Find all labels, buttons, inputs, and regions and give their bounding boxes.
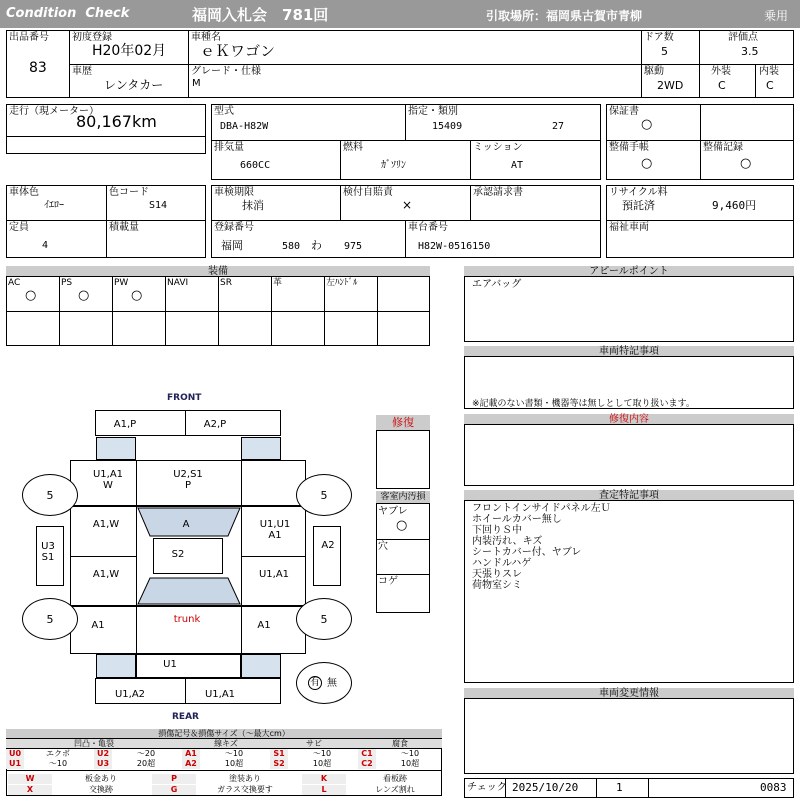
legend-group-header: 腐食: [358, 739, 442, 749]
history-label: 車歴: [72, 66, 92, 77]
ext-label: 外装: [711, 66, 731, 77]
color-code-label: 色コード: [109, 187, 149, 198]
damage-rl-door: A1,W: [92, 569, 120, 580]
cabin-item-burn: コゲ: [378, 576, 398, 587]
sheet-title: Condition Check: [6, 6, 130, 21]
legend-desc: ～10: [400, 749, 420, 758]
capacity-label: 定員: [9, 222, 29, 233]
equipment-pw-mark: ○: [131, 288, 143, 303]
inspect-line: ハンドルハゲ: [472, 558, 532, 569]
ext: C: [718, 79, 726, 92]
int: C: [766, 79, 774, 92]
color: ｲｴﾛｰ: [44, 200, 64, 211]
damage-right-side: A2: [321, 540, 335, 551]
front-label: FRONT: [167, 393, 202, 403]
car-name: ｅＫワゴン: [200, 42, 276, 60]
inspect-header: 査定特記事項: [464, 490, 794, 501]
check-count: 1: [616, 781, 623, 794]
legend-group-header: 凹凸・亀裂: [6, 739, 182, 749]
first-reg-label: 初度登録: [72, 32, 112, 43]
equipment-ps-label: PS: [61, 278, 73, 288]
doors-label: ドア数: [644, 32, 674, 43]
legend-code: C1: [358, 749, 376, 759]
cabin-item-tear: ヤブレ: [378, 506, 408, 517]
damage-left-side: U3 S1: [41, 541, 55, 563]
legend-mark-desc: 板金あり: [85, 774, 117, 783]
legend-desc: ～10: [48, 759, 68, 768]
legend-desc: エクボ: [46, 749, 70, 758]
inspection: 抹消: [242, 199, 264, 212]
color-code: S14: [149, 200, 168, 211]
lot-no-label: 出品番号: [9, 32, 49, 43]
history: レンタカー: [104, 78, 164, 92]
auction-name: 福岡入札会 781回: [192, 6, 329, 24]
load-label: 積載量: [109, 222, 139, 233]
damage-front-right: A2,P: [203, 419, 227, 430]
recycle-amount: 9,460円: [712, 199, 757, 212]
rear-center-panel[interactable]: [136, 654, 241, 678]
reg-class: 580: [282, 241, 301, 252]
inspect-line: ホイールカバー無し: [472, 514, 562, 525]
displacement: 660CC: [240, 160, 271, 171]
damage-front-left: A1,P: [113, 419, 137, 430]
reg-num: 975: [344, 241, 363, 252]
maintenance-record: ○: [740, 156, 752, 171]
damage-roof: A: [182, 519, 190, 530]
mileage-label: 走行（現メーター）: [9, 106, 99, 117]
warranty-label: 保証書: [609, 106, 639, 117]
grade: M: [192, 78, 201, 89]
maintenance-book-label: 整備手帳: [609, 142, 649, 153]
recycle-label: リサイクル料: [609, 187, 668, 198]
tire-rear-left[interactable]: 5: [22, 598, 78, 640]
mission-label: ミッション: [473, 142, 523, 153]
equipment-ps-mark: ○: [78, 288, 90, 303]
equipment-革-label: 革: [273, 278, 283, 288]
legend-desc: 10超: [400, 759, 420, 768]
reg-no-label: 登録番号: [214, 222, 254, 233]
category: 乗用: [764, 9, 789, 23]
legend-code: U0: [6, 749, 24, 759]
inspect-line: 荷物室シミ: [472, 580, 522, 591]
damage-fl-door: A1,W: [92, 519, 120, 530]
damage-rear-left: A1: [91, 620, 105, 631]
designation-label: 指定・類別: [408, 106, 458, 117]
capacity: 4: [42, 240, 49, 251]
int-label: 内装: [759, 66, 779, 77]
claim-label: 承認請求書: [473, 187, 523, 198]
maintenance-record-label: 整備記録: [703, 142, 743, 153]
legend-desc: 10超: [224, 759, 244, 768]
tire-rear-right[interactable]: 5: [296, 598, 352, 640]
legend-mark-desc: 交換跡: [89, 785, 113, 794]
spare-tire-absent: 無: [327, 678, 337, 689]
cabin-header: 客室内汚損: [376, 491, 430, 504]
legend-code: C2: [358, 759, 376, 769]
equipment-pw-label: PW: [114, 278, 129, 288]
repair-header: 修復内容: [464, 414, 794, 425]
appeal-header: アピールポイント: [464, 266, 794, 277]
cabin-item-tear-mark: ○: [396, 518, 408, 533]
registration-grid: [211, 185, 601, 258]
drive-label: 駆動: [644, 66, 664, 77]
legend-group-header: 線キズ: [182, 739, 270, 749]
legend-desc: ～20: [136, 749, 156, 758]
equipment-左ﾊﾝﾄﾞﾙ-label: 左ﾊﾝﾄﾞﾙ: [326, 278, 358, 288]
damage-rear-center: U1: [163, 659, 177, 670]
rear-label: REAR: [172, 712, 199, 722]
legend-mark-code: K: [302, 774, 346, 784]
change-box: [464, 688, 794, 774]
displacement-label: 排気量: [214, 142, 244, 153]
right-side-panel[interactable]: [313, 526, 341, 586]
legend-code: U3: [94, 759, 112, 769]
inspect-line: 下回りＳ中: [472, 525, 522, 536]
legend-mark-desc: 看板跡: [383, 774, 407, 783]
trunk-label: trunk: [173, 614, 201, 625]
pickup-location: 引取場所：福岡県古賀市青柳: [486, 9, 643, 23]
legend-mark-code: L: [302, 785, 346, 795]
legend-mark-desc: ガラス交換要す: [217, 785, 273, 794]
legend-desc: ～10: [224, 749, 244, 758]
change-header: 車両変更情報: [464, 688, 794, 699]
insurance: ×: [402, 198, 413, 212]
legend-desc: 10超: [312, 759, 332, 768]
legend-group-header: サビ: [270, 739, 358, 749]
designation: 15409: [432, 121, 463, 132]
damage-rear-right: A1: [257, 620, 271, 631]
legend-mark-code: W: [8, 774, 52, 784]
fuel-label: 燃料: [343, 142, 363, 153]
maintenance-book: ○: [641, 156, 653, 171]
damage-hood-left: U1,A1 W: [92, 469, 124, 491]
recycle-status: 預託済: [622, 199, 655, 212]
insurance-label: 検付自賠責: [343, 187, 393, 198]
cabin-item-hole: 穴: [378, 541, 388, 552]
score-label: 評価点: [728, 32, 758, 43]
chassis-no: H82W-0516150: [418, 241, 491, 252]
model-label: 型式: [214, 106, 234, 117]
chassis-no-label: 車台番号: [408, 222, 448, 233]
legend-mark-desc: レンズ割れ: [375, 785, 415, 794]
mileage: 80,167km: [76, 112, 157, 131]
doors: 5: [661, 45, 668, 58]
inspect-line: シートカバー付、ヤブレ: [472, 547, 582, 558]
legend-code: S1: [270, 749, 288, 759]
car-name-label: 車種名: [191, 32, 221, 43]
legend-mark-desc: 塗装あり: [229, 774, 261, 783]
special-note: ※記載のない書類・機器等は無しとして取り扱います。: [472, 399, 695, 409]
inspect-lines: [472, 503, 611, 591]
special-header: 車両特記事項: [464, 346, 794, 357]
equipment-ac-label: AC: [8, 278, 21, 288]
drive: 2WD: [657, 79, 684, 92]
reg-kana: わ: [311, 239, 322, 252]
inspect-line: 天張りスレ: [472, 569, 522, 580]
color-label: 車体色: [9, 187, 39, 198]
equipment-sr-label: SR: [220, 278, 232, 288]
appeal-box: [464, 266, 794, 342]
reg-area: 福岡: [221, 239, 243, 252]
header-bar: [0, 0, 800, 28]
legend-code: U1: [6, 759, 24, 769]
inspect-line: 内装汚れ、キズ: [472, 536, 543, 547]
damage-bumper-right: U1,A1: [204, 689, 236, 700]
equipment-ac-mark: ○: [25, 288, 37, 303]
legend-code: U2: [94, 749, 112, 759]
spare-tire-present: 有: [310, 677, 320, 688]
lot-no: 83: [29, 60, 47, 76]
mission: AT: [511, 160, 524, 171]
welfare-label: 福祉車両: [609, 222, 649, 233]
check-number: 0083: [760, 781, 787, 794]
fuel: ｶﾞｿﾘﾝ: [381, 160, 406, 171]
legend-title: 損傷記号＆損傷サイズ（～最大cm）: [6, 729, 442, 739]
equipment-navi-label: NAVI: [167, 278, 189, 288]
legend-code: S2: [270, 759, 288, 769]
repair-mark-label: 修復: [376, 415, 430, 431]
first-reg: H20年02月: [92, 43, 167, 59]
legend-mark-code: P: [152, 774, 196, 784]
legend-mark-code: G: [152, 785, 196, 795]
score: 3.5: [741, 45, 759, 58]
model: DBA-H82W: [220, 121, 269, 132]
legend-mark-code: X: [8, 785, 52, 795]
warranty: ○: [641, 117, 653, 132]
tire-front-left[interactable]: 5: [22, 474, 78, 516]
tire-front-right[interactable]: 5: [296, 474, 352, 516]
damage-center: S2: [171, 549, 185, 560]
inspect-line: フロントインサイドパネル左Ｕ: [472, 503, 611, 514]
check-date: 2025/10/20: [512, 781, 579, 794]
damage-hood-center: U2,S1 P: [173, 469, 203, 491]
damage-fr-door: U1,U1 A1: [259, 519, 291, 541]
equipment-header: 装備: [6, 266, 430, 277]
inspection-label: 車検期限: [214, 187, 254, 198]
damage-rr-door: U1,A1: [258, 569, 290, 580]
legend-code: A2: [182, 759, 200, 769]
classification: 27: [552, 121, 565, 132]
legend-code: A1: [182, 749, 200, 759]
appeal-text: エアバッグ: [472, 279, 522, 290]
legend-desc: 20超: [136, 759, 156, 768]
check-label: チェック: [467, 782, 507, 793]
legend-desc: ～10: [312, 749, 332, 758]
damage-bumper-left: U1,A2: [114, 689, 146, 700]
grade-label: グレード・仕様: [191, 66, 261, 77]
spare-tire[interactable]: [296, 662, 352, 704]
